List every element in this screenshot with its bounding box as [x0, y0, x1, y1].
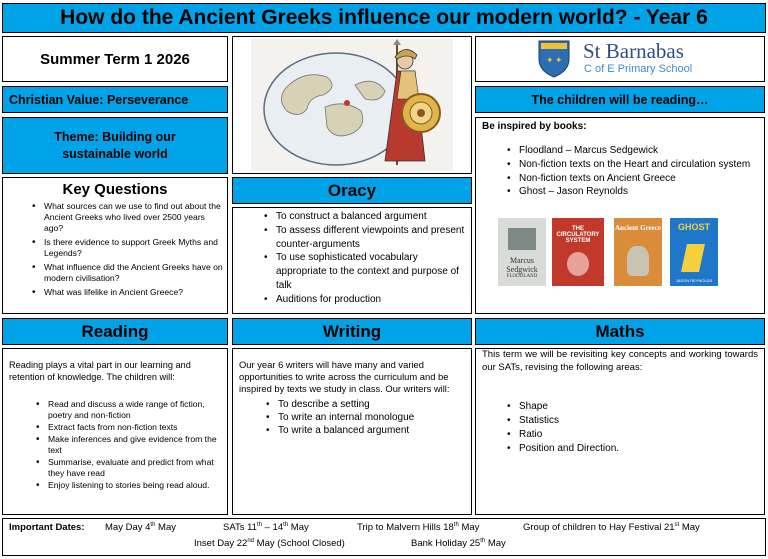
maths-item: • Shape: [504, 400, 758, 414]
svg-text:✦: ✦: [555, 56, 563, 66]
school-subtitle: C of E Primary School: [584, 63, 693, 75]
writing-item: • To describe a setting: [263, 398, 465, 411]
maths-item: • Statistics: [504, 414, 758, 428]
writing-intro: Our year 6 writers will have many and varied opportunities to write across the curriculum and be inspired by texts we study in class. Our writers will:: [239, 359, 450, 395]
christian-value-text: Christian Value: Perseverance: [9, 92, 189, 107]
maths-item: • Ratio: [504, 428, 758, 442]
key-questions-list: [29, 201, 223, 298]
book-cover-ghost-title: GHOST: [677, 222, 710, 232]
book-cover-circulatory-title: THE CIRCULATORY SYSTEM: [556, 226, 600, 244]
oracy-item: • To use sophisticated vocabulary appropriate to the context and purpose of talk: [261, 251, 465, 292]
book-cover-ancient-greece: [614, 218, 662, 286]
date-malvern: Trip to Malvern Hills 18th May: [357, 521, 480, 533]
writing-header: [232, 318, 472, 345]
key-question-item: • What sources can we use to find out about the Ancient Greeks who lived over 2500 years ago?: [29, 201, 223, 234]
school-name: [583, 39, 684, 64]
important-dates-label: Important Dates:: [9, 522, 85, 533]
title-bar: [2, 3, 766, 33]
writing-title: Writing: [322, 321, 382, 341]
greek-image-box: [232, 36, 472, 174]
school-name-main: Barnabas: [605, 39, 684, 63]
book-item: • Ghost – Jason Reynolds: [504, 185, 760, 199]
writing-list: [263, 398, 465, 437]
reading-title: Reading: [81, 321, 149, 341]
term-text: Summer Term 1 2026: [40, 50, 190, 68]
books-heading: Be inspired by books:: [482, 121, 587, 132]
theme-text: Theme: Building our sustainable world: [54, 129, 176, 161]
page-title: How do the Ancient Greeks influence our modern world? - Year 6: [60, 6, 708, 29]
date-bank-holiday: Bank Holiday 25th May: [411, 537, 506, 549]
key-question-item: • What was lifelike in Ancient Greece?: [29, 287, 223, 298]
maths-list: [504, 400, 758, 455]
maths-box: [475, 348, 765, 515]
important-dates-row1: [9, 522, 759, 533]
key-question-item: • What influence did the Ancient Greeks have on modern civilisation?: [29, 262, 223, 284]
writing-box: [232, 348, 472, 515]
oracy-header: [232, 177, 472, 204]
reading-intro: Reading plays a vital part in our learning and retention of knowledge. The children will:: [9, 360, 191, 382]
maths-intro: This term we will be revisiting key concepts and working towards our SATs, revising the following areas:: [482, 349, 758, 373]
reading-item: • Extract facts from non-fiction texts: [33, 422, 221, 433]
date-hay-festival: Group of children to Hay Festival 21st May: [523, 521, 700, 533]
oracy-title: Oracy: [327, 180, 377, 200]
reading-list-title: The children will be reading…: [531, 92, 709, 107]
date-sats: SATs 11th – 14th May: [223, 521, 309, 533]
date-may-day: May Day 4th May: [105, 521, 177, 533]
book-item: • Floodland – Marcus Sedgewick: [504, 144, 760, 158]
book-item: • Non-fiction texts on the Heart and circulation system: [504, 158, 760, 172]
reading-box: [2, 348, 228, 515]
book-cover-ghost-author: JASON REYNOLDS: [675, 278, 713, 283]
books-box: [475, 117, 765, 314]
reading-item: • Make inferences and give evidence from the text: [33, 434, 221, 456]
writing-item: • To write a balanced argument: [263, 424, 465, 437]
christian-value-box: [2, 86, 228, 113]
reading-item: • Summarise, evaluate and predict from what they have read: [33, 457, 221, 479]
book-cover-floodland-author: Marcus Sedgwick: [506, 256, 538, 274]
book-cover-circulatory: [552, 218, 604, 286]
book-cover-floodland-title: FLOODLAND: [506, 274, 538, 279]
term-box: [2, 36, 228, 82]
date-inset-day: Inset Day 22nd May (School Closed): [194, 537, 345, 549]
svg-text:✦: ✦: [546, 56, 554, 66]
writing-item: • To write an internal monologue: [263, 411, 465, 424]
reading-item: • Read and discuss a wide range of fiction, poetry and non-fiction: [33, 399, 221, 421]
oracy-item: • Auditions for production: [261, 293, 465, 307]
maths-title: Maths: [595, 321, 645, 341]
key-questions-box: [2, 177, 228, 314]
oracy-list: [261, 210, 465, 307]
book-item: • Non-fiction texts on Ancient Greece: [504, 172, 760, 186]
school-name-prefix: St: [583, 39, 601, 63]
reading-list-header: [475, 86, 765, 113]
book-cover-floodland: [498, 218, 546, 286]
books-list: [504, 144, 760, 199]
key-question-item: • Is there evidence to support Greek Myths and Legends?: [29, 237, 223, 259]
athena-globe-illustration: [233, 37, 471, 173]
oracy-item: • To construct a balanced argument: [261, 210, 465, 224]
maths-header: [475, 318, 765, 345]
school-logo-box: [475, 36, 765, 82]
maths-item: • Position and Direction.: [504, 442, 758, 456]
reading-list: [33, 399, 221, 491]
school-crest-icon: [537, 39, 571, 79]
oracy-box: [232, 207, 472, 314]
oracy-item: • To assess different viewpoints and present counter-arguments: [261, 224, 465, 252]
theme-box: [2, 117, 228, 174]
reading-header: [2, 318, 228, 345]
important-dates-box: [2, 518, 766, 556]
book-cover-ghost: [670, 218, 718, 286]
reading-item: • Enjoy listening to stories being read aloud.: [33, 480, 221, 491]
book-cover-ancient-greece-title: Ancient Greece: [615, 224, 661, 232]
key-questions-title: Key Questions: [62, 181, 168, 198]
